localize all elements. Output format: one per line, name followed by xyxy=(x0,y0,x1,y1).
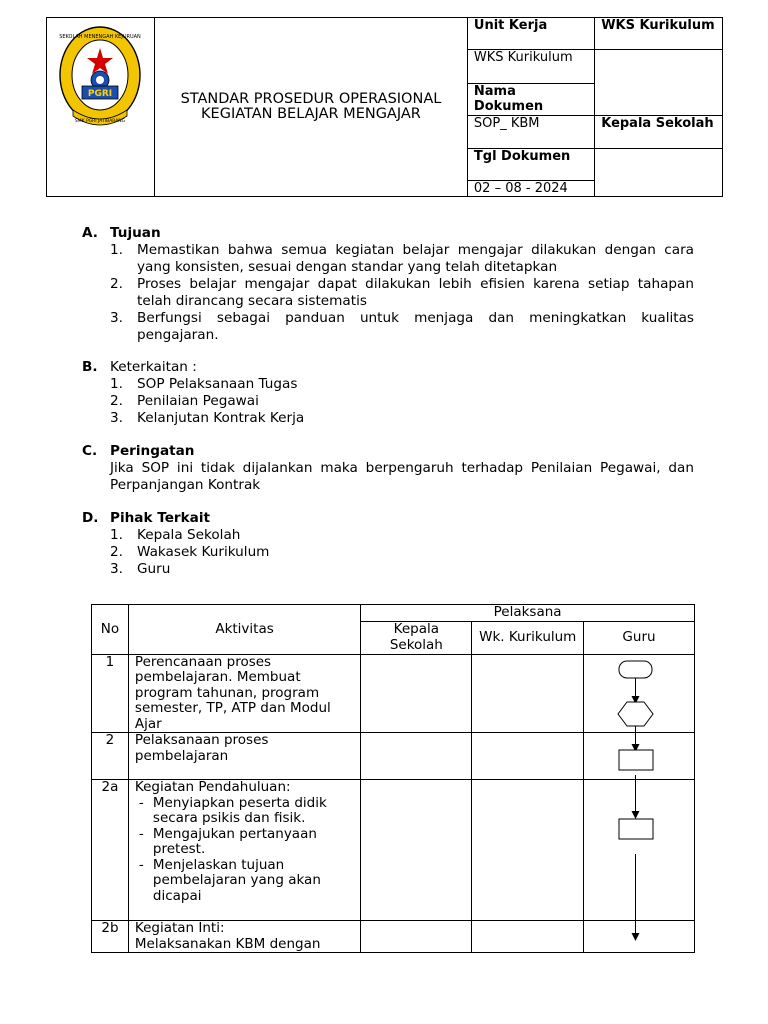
unit-kerja-value: WKS Kurikulum xyxy=(595,18,723,50)
section-a-title: Tujuan xyxy=(110,225,161,241)
school-logo-cell xyxy=(47,18,155,197)
col-kepala-header: Kepala Sekolah xyxy=(361,621,472,654)
nama-dokumen-value: SOP_ KBM xyxy=(467,116,594,149)
flow-process-shape xyxy=(619,750,653,770)
logo-bottom-text: SMK PGRI JATIBARANG xyxy=(74,119,126,124)
table-row: 2b Kegiatan Inti: Melaksanakan KBM dengan xyxy=(92,921,695,953)
list-item: 2. Proses belajar mengajar dapat dilakukan lebih efisien karena setiap tahapan telah dirancang secara sistematis xyxy=(110,276,694,309)
flow-preparation-shape xyxy=(618,702,653,726)
col-aktivitas-header: Aktivitas xyxy=(128,605,360,655)
col-wk-header: Wk. Kurikulum xyxy=(472,621,584,654)
list-item: 3. Berfungsi sebagai panduan untuk menjaga dan meningkatkan kualitas pengajaran. xyxy=(110,310,694,343)
list-item: 2. Wakasek Kurikulum xyxy=(110,544,270,560)
section-keterkaitan xyxy=(82,359,694,427)
list-item: - Menjelaskan tujuan pembelajaran yang akan dicapai xyxy=(138,856,321,904)
signature-cell-2 xyxy=(595,149,723,197)
section-b-title: Keterkaitan : xyxy=(110,359,197,375)
logo-pgri-text: PGRI xyxy=(87,89,113,99)
flow-terminator-shape xyxy=(619,661,652,678)
section-peringatan xyxy=(82,443,694,494)
tgl-dokumen-value: 02 – 08 - 2024 xyxy=(467,181,594,197)
list-item: 1. Memastikan bahwa semua kegiatan belajar mengajar dilakukan dengan cara yang konsisten, sesuai dengan standar yang telah ditetapkan xyxy=(110,242,694,275)
list-item: 2. Penilaian Pegawai xyxy=(110,393,259,409)
table-row: 2a Kegiatan Pendahuluan: - Menyiapkan peserta didik secara psikis dan fisik. - Mengajukan pertanyaan pretest. - Menjelaskan tujuan pembelajaran yang akan dicapai xyxy=(92,780,695,921)
section-c-text: Jika SOP ini tidak dijalankan maka berpengaruh terhadap Penilaian Pegawai, dan Perpanjangan Kontrak xyxy=(110,460,694,493)
kepala-sekolah-cell: Kepala Sekolah xyxy=(595,116,723,149)
section-c-label: C. xyxy=(82,443,98,459)
col-pelaksana-header: Pelaksana xyxy=(361,605,695,622)
col-guru-header: Guru xyxy=(583,621,694,654)
document-header-table xyxy=(46,17,723,197)
section-a-label: A. xyxy=(82,225,98,241)
section-b-label: B. xyxy=(82,359,98,375)
section-c-title: Peringatan xyxy=(110,443,195,459)
wks-kurikulum-cell: WKS Kurikulum xyxy=(467,50,594,84)
unit-kerja-label: Unit Kerja xyxy=(467,18,594,50)
logo-top-text: SEKOLAH MENENGAH KEJURUAN xyxy=(59,34,141,40)
list-item: 1. SOP Pelaksanaan Tugas xyxy=(110,376,298,392)
nama-dokumen-label: Nama Dokumen xyxy=(467,84,594,116)
section-d-label: D. xyxy=(82,510,99,526)
list-item: 3. Guru xyxy=(110,561,171,577)
sop-title-line2: KEGIATAN BELAJAR MENGAJAR xyxy=(201,106,421,122)
table-row: 1 Perencanaan proses pembelajaran. Membuat program tahunan, program semester, TP, ATP dan Modul Ajar xyxy=(92,654,695,733)
flow-process-shape xyxy=(619,819,653,839)
col-no-header: No xyxy=(92,605,129,655)
school-logo xyxy=(47,18,154,192)
section-tujuan xyxy=(82,225,694,344)
section-pihak-terkait xyxy=(82,510,694,578)
list-item: 1. Kepala Sekolah xyxy=(110,527,241,543)
table-row: 2 Pelaksanaan proses pembelajaran xyxy=(92,733,695,780)
list-item: - Mengajukan pertanyaan pretest. xyxy=(138,825,317,857)
tgl-dokumen-label: Tgl Dokumen xyxy=(467,149,594,181)
sop-title-line1: STANDAR PROSEDUR OPERASIONAL xyxy=(180,91,442,107)
sop-title-cell xyxy=(155,18,468,197)
signature-cell-1 xyxy=(595,50,723,116)
flowchart-guru xyxy=(583,654,694,950)
section-d-title: Pihak Terkait xyxy=(110,510,211,526)
list-item: - Menyiapkan peserta didik secara psikis dan fisik. xyxy=(138,794,327,826)
list-item: 3. Kelanjutan Kontrak Kerja xyxy=(110,410,305,426)
